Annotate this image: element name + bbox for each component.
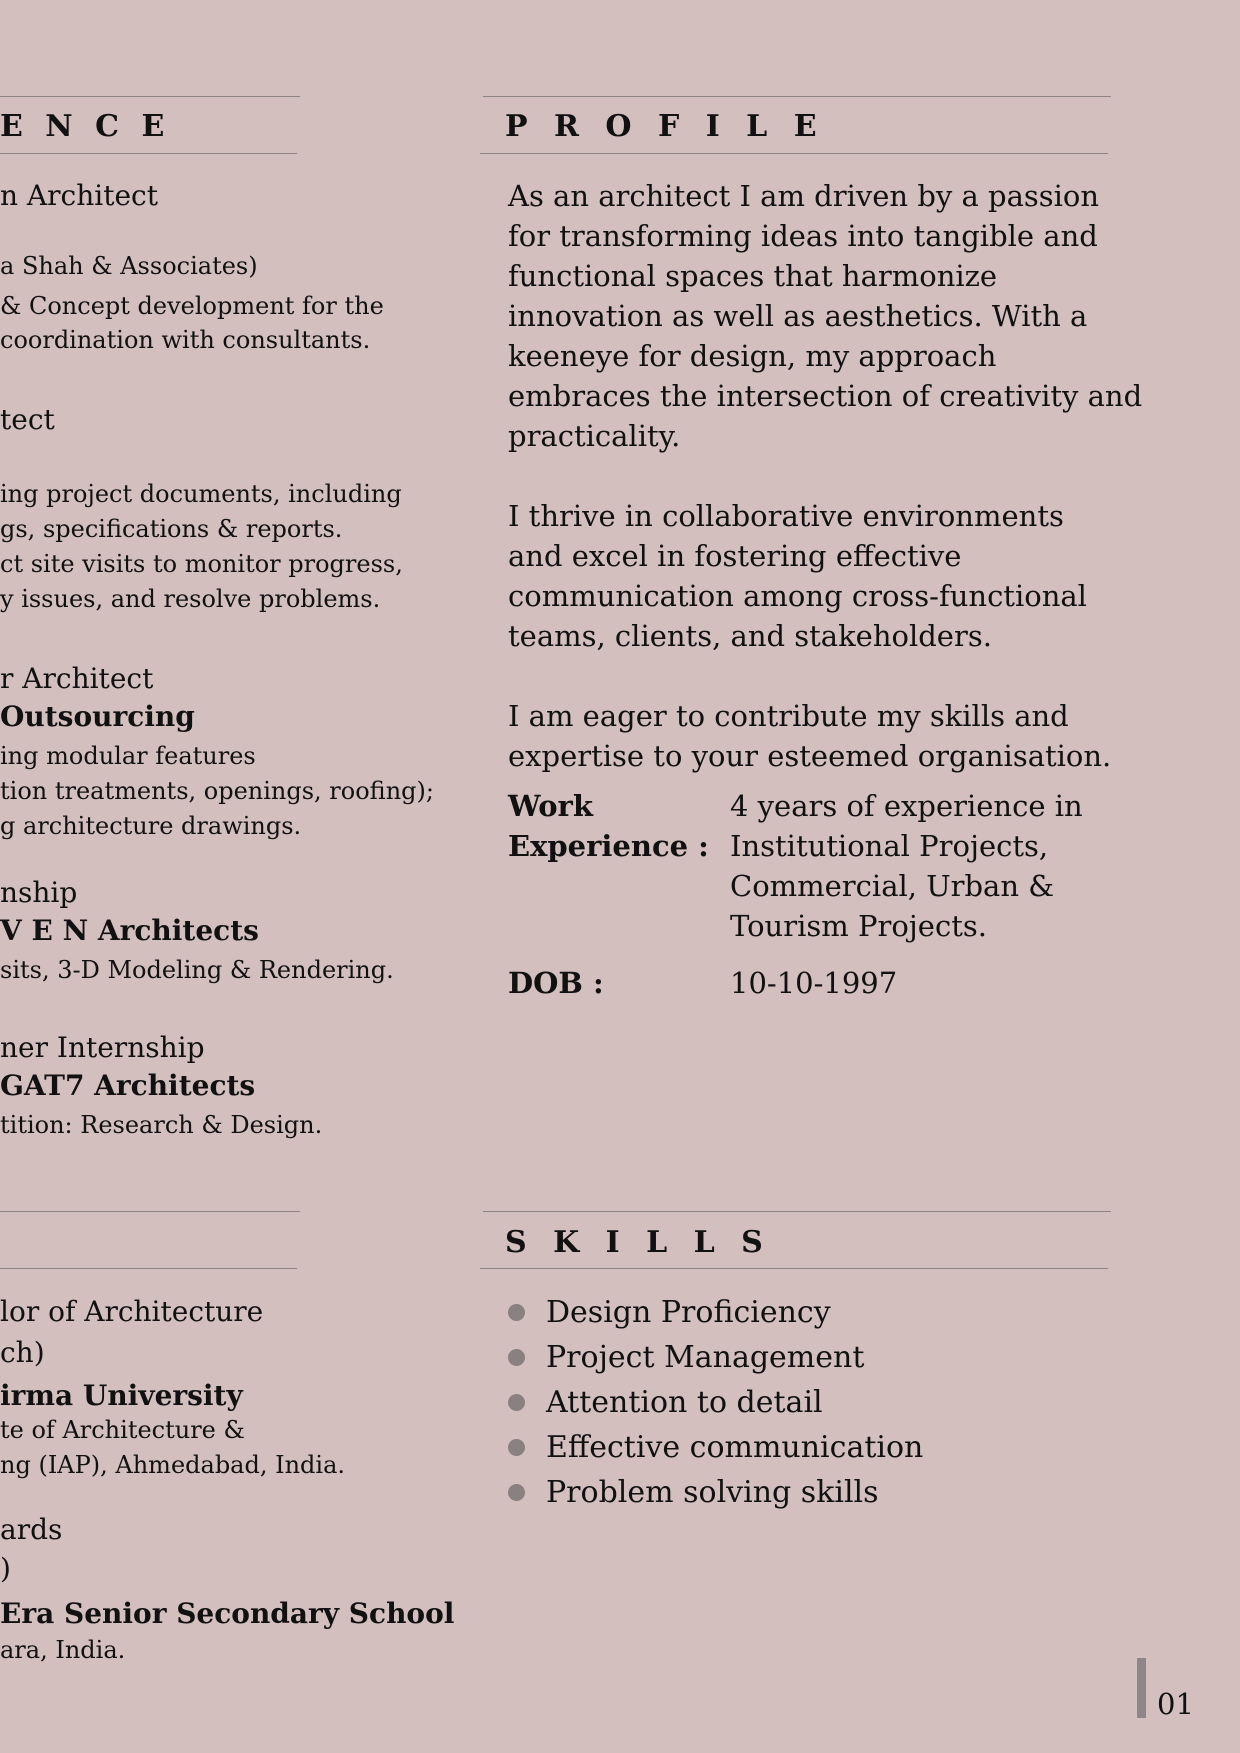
page-number: 01 [1157, 1687, 1194, 1721]
list-item [508, 1335, 923, 1380]
skills-rule-top [483, 1211, 1111, 1212]
edu1-desc-1: te of Architecture & [0, 1416, 245, 1444]
exp1-title: n Architect [0, 179, 158, 212]
dob-label: DOB : [508, 966, 604, 1000]
exp4-title: nship [0, 876, 78, 909]
exp3-desc-2: tion treatments, openings, roofing); [0, 777, 434, 805]
work-experience-value-3: Commercial, Urban & [730, 869, 1055, 903]
bullet-icon [508, 1394, 525, 1411]
exp2-desc-1: ing project documents, including [0, 480, 402, 508]
edu2-title-2: ) [0, 1552, 11, 1585]
exp5-firm: GAT7 Architects [0, 1069, 256, 1102]
skill-label: Attention to detail [546, 1385, 823, 1420]
exp4-desc-1: sits, 3-D Modeling & Rendering. [0, 956, 394, 984]
exp2-title: tect [0, 403, 55, 436]
bullet-icon [508, 1304, 525, 1321]
list-item [508, 1470, 923, 1515]
work-experience-value-1: 4 years of experience in [730, 789, 1083, 823]
profile-rule-bottom [480, 153, 1108, 154]
work-experience-label-1: Work [508, 789, 593, 823]
edu2-desc-1: ara, India. [0, 1636, 126, 1664]
list-item [508, 1380, 923, 1425]
skill-label: Project Management [546, 1340, 865, 1375]
edu1-title-1: lor of Architecture [0, 1295, 264, 1328]
exp2-desc-3: ct site visits to monitor progress, [0, 550, 403, 578]
skill-label: Effective communication [546, 1430, 924, 1465]
work-experience-value-4: Tourism Projects. [730, 909, 987, 943]
exp1-desc-1: & Concept development for the [0, 292, 384, 320]
education-rule-top [0, 1211, 300, 1212]
skills-rule-bottom [480, 1268, 1108, 1269]
edu1-desc-2: ng (IAP), Ahmedabad, India. [0, 1451, 346, 1479]
exp3-firm: Outsourcing [0, 700, 195, 733]
exp2-desc-4: y issues, and resolve problems. [0, 585, 381, 613]
profile-heading: P R O F I L E [505, 109, 825, 144]
profile-rule-top [483, 96, 1111, 97]
skills-list [508, 1290, 923, 1515]
experience-rule-top [0, 96, 300, 97]
skills-heading: S K I L L S [505, 1225, 771, 1260]
exp3-title: r Architect [0, 662, 154, 695]
exp2-desc-2: gs, specifications & reports. [0, 515, 343, 543]
education-rule-bottom [0, 1268, 297, 1269]
list-item [508, 1425, 923, 1470]
experience-heading: E N C E [0, 109, 171, 144]
exp3-desc-1: ing modular features [0, 742, 256, 770]
profile-paragraph-2: I thrive in collaborative environments and excel in fostering effective communication among cross-functional teams, clients, and stakeholders. [508, 499, 1087, 653]
experience-rule-bottom [0, 153, 297, 154]
list-item [508, 1290, 923, 1335]
exp5-desc-1: tition: Research & Design. [0, 1111, 323, 1139]
skill-label: Design Proficiency [546, 1295, 831, 1330]
exp4-firm: V E N Architects [0, 914, 259, 947]
bullet-icon [508, 1439, 525, 1456]
bullet-icon [508, 1349, 525, 1366]
bullet-icon [508, 1484, 525, 1501]
exp1-desc-2: coordination with consultants. [0, 326, 371, 354]
dob-value: 10-10-1997 [730, 966, 898, 1000]
exp3-desc-3: g architecture drawings. [0, 812, 302, 840]
work-experience-label-2: Experience : [508, 829, 709, 863]
exp5-title: ner Internship [0, 1031, 205, 1064]
edu2-title-1: ards [0, 1513, 63, 1546]
edu1-school: irma University [0, 1379, 243, 1412]
edu1-title-2: ch) [0, 1336, 45, 1369]
page-number-bar [1137, 1658, 1146, 1718]
edu2-school: Era Senior Secondary School [0, 1597, 455, 1630]
profile-paragraph-3: I am eager to contribute my skills and expertise to your esteemed organisation. [508, 699, 1112, 773]
profile-text [508, 176, 1228, 816]
work-experience-value-2: Institutional Projects, [730, 829, 1049, 863]
exp1-firm: a Shah & Associates) [0, 252, 258, 280]
skill-label: Problem solving skills [546, 1475, 879, 1510]
profile-paragraph-1: As an architect I am driven by a passion for transforming ideas into tangible and functional spaces that harmonize innovation as well as aesthetics. With a keeneye for design, my approach embraces the intersection of creativity and practicality. [508, 179, 1143, 453]
